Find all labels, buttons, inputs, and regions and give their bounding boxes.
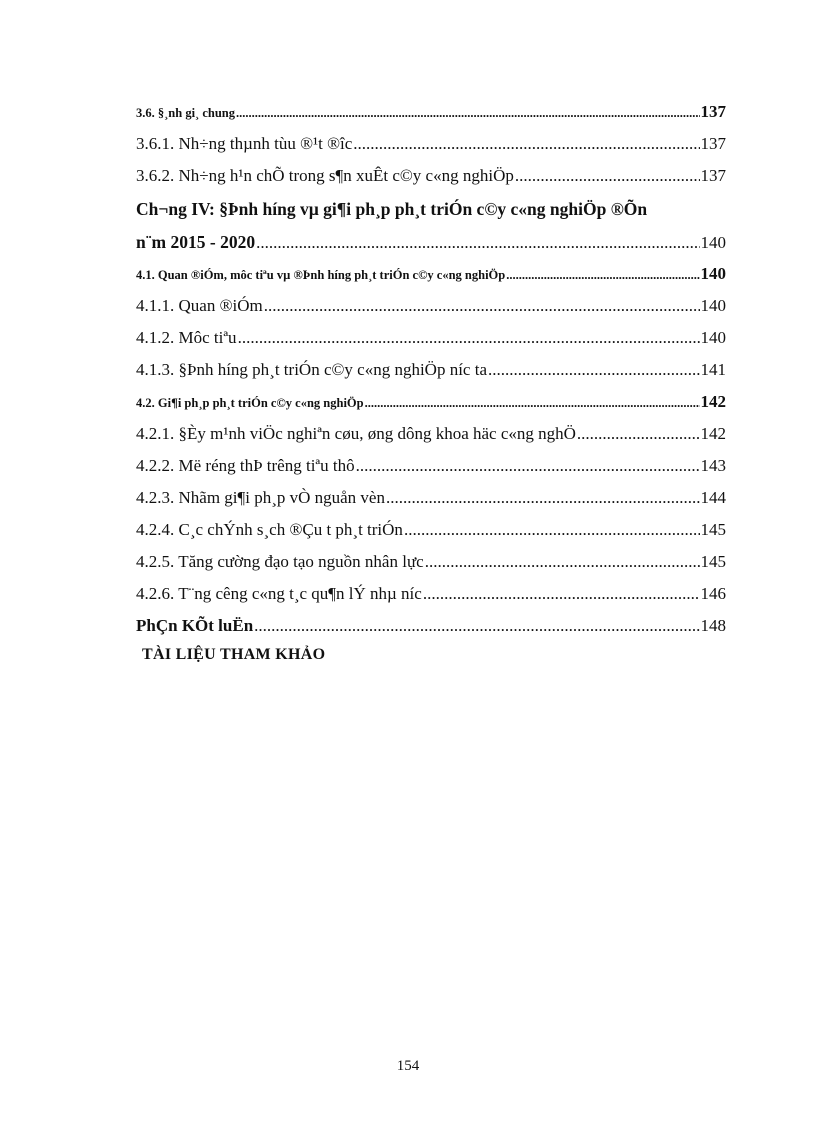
toc-entry-4-2-1 [136, 418, 726, 450]
dot-leader [254, 610, 699, 642]
toc-label: 3.6.2. Nh÷ng h¹n chÕ trong s¶n xuÊt c©y c«ng nghiÖp [136, 166, 514, 185]
dot-leader [256, 227, 699, 258]
dot-leader [264, 290, 700, 322]
toc-page: 137 [700, 166, 726, 185]
toc-page: 137 [700, 134, 726, 153]
page-number: 154 [396, 1058, 420, 1074]
toc-page: 148 [700, 616, 726, 635]
toc-label: 4.2.3. Nhãm gi¶i ph¸p vÒ nguån vèn [136, 488, 385, 507]
dot-leader [238, 322, 700, 354]
toc-label: 4.1. Quan ®iÓm, môc tiªu vµ ®Þnh híng ph¸t triÓn c©y c«ng nghiÖp [136, 268, 506, 282]
toc-page: 145 [700, 520, 726, 539]
dot-leader [423, 578, 700, 610]
toc-entry-chapter-4 [136, 192, 726, 258]
dot-leader [577, 418, 700, 450]
toc-entry-4-1-3 [136, 354, 726, 386]
toc-entry-4-2-3 [136, 482, 726, 514]
toc-label: 4.2.2. Më réng thÞ trêng tiªu thô [136, 456, 355, 475]
toc-label: 4.2.5. Tăng cường đạo tạo nguồn nhân lực [136, 552, 424, 571]
toc-label: 4.2.4. C¸c chÝnh s¸ch ®Çu t ph¸t triÓn [136, 520, 403, 539]
toc-label: 4.2. Gi¶i ph¸p ph¸t triÓn c©y c«ng nghiÖp [136, 396, 364, 410]
toc-entry-3-6-1 [136, 128, 726, 160]
table-of-contents [136, 96, 726, 642]
toc-page: 141 [700, 360, 726, 379]
toc-entry-ket-luan [136, 610, 726, 642]
dot-leader [515, 160, 700, 192]
dot-leader [353, 128, 699, 160]
toc-label: 4.2.6. T¨ng cêng c«ng t¸c qu¶n lÝ nhµ níc [136, 584, 422, 603]
toc-page: 143 [700, 456, 726, 475]
toc-entry-4-2-5 [136, 546, 726, 578]
toc-page: 144 [700, 488, 726, 507]
toc-page: 140 [700, 328, 726, 347]
toc-page: 140 [700, 296, 726, 315]
toc-label: 3.6. §¸nh gi¸ chung [136, 106, 235, 120]
toc-entry-4-2-4 [136, 514, 726, 546]
toc-page: 146 [700, 584, 726, 603]
chapter-title-line-2: n¨m 2015 - 2020 [136, 232, 256, 252]
toc-page: 142 [700, 392, 726, 411]
toc-entry-4-2-6 [136, 578, 726, 610]
dot-leader [506, 259, 699, 290]
dot-leader [404, 514, 700, 546]
toc-entry-4-2-2 [136, 450, 726, 482]
dot-leader [365, 387, 700, 418]
dot-leader [488, 354, 700, 386]
toc-label: 4.1.1. Quan ®iÓm [136, 296, 263, 315]
toc-entry-4-1-2 [136, 322, 726, 354]
toc-entry-4-1 [136, 258, 726, 290]
toc-page: 142 [700, 424, 726, 443]
toc-entry-3-6 [136, 96, 726, 128]
dot-leader [386, 482, 700, 514]
toc-entry-3-6-2 [136, 160, 726, 192]
toc-page: 140 [700, 264, 726, 283]
chapter-title-line-1: Ch¬ng IV: §Þnh híng vµ gi¶i ph¸p ph¸t triÓn c©y c«ng nghiÖp ®Õn [136, 199, 648, 219]
toc-page: 137 [700, 102, 726, 121]
toc-label: 3.6.1. Nh÷ng thµnh tùu ®¹t ®îc [136, 134, 353, 153]
toc-page: 145 [700, 552, 726, 571]
toc-page: 140 [700, 233, 726, 252]
toc-label: 4.2.1. §Èy m¹nh viÖc nghiªn cøu, øng dông khoa häc c«ng nghÖ [136, 424, 576, 443]
toc-entry-4-2 [136, 386, 726, 418]
dot-leader [425, 546, 700, 578]
toc-entry-4-1-1 [136, 290, 726, 322]
toc-label: PhÇn KÕt luËn [136, 616, 254, 635]
dot-leader [356, 450, 700, 482]
dot-leader [236, 97, 700, 128]
references-heading: TÀI LIỆU THAM KHẢO [142, 646, 326, 663]
toc-label: 4.1.2. Môc tiªu [136, 328, 237, 347]
toc-label: 4.1.3. §Þnh híng ph¸t triÓn c©y c«ng nghiÖp níc ta [136, 360, 487, 379]
